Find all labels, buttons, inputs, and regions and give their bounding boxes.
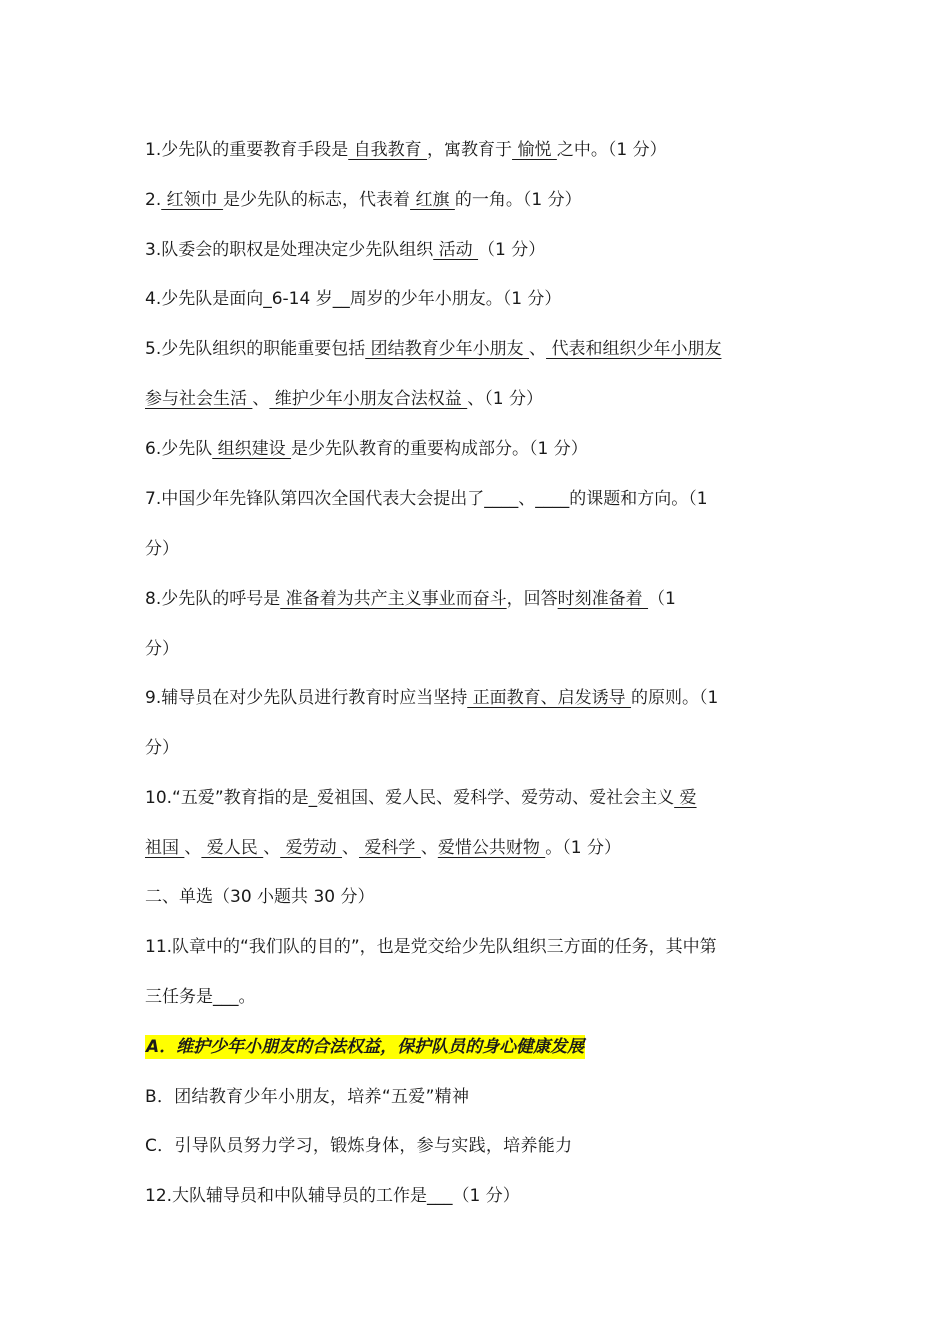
question-7-cont: 分） [145, 539, 179, 559]
question-10: 10.“五爱”教育指的是_爱祖国、爱人民、爱科学、爱劳动、爱社会主义 爱 [145, 788, 697, 808]
section-heading: 二、单选（30 小题共 30 分） [145, 887, 375, 907]
question-7: 7.中国少年先锋队第四次全国代表大会提出了____、____的课题和方向。（1 [145, 489, 708, 509]
answer-blank: 爱人民 [201, 838, 264, 858]
question-8-cont: 分） [145, 639, 179, 659]
answer-blank: 红旗 [410, 190, 455, 210]
question-5-cont: 参与社会生活 、 维护少年小朋友合法权益 、（1 分） [145, 389, 543, 409]
option-a-correct [145, 1035, 815, 1059]
answer-blank: 活动 [433, 240, 479, 260]
answer-blank: 准备着为共产主义事业而奋斗 [280, 589, 507, 609]
option-c: C．引导队员努力学习，锻炼身体，参与实践，培养能力 [145, 1136, 573, 1156]
question-12: 12.大队辅导员和中队辅导员的工作是___（1 分） [145, 1186, 520, 1206]
highlighted-answer: A．维护少年小朋友的合法权益，保护队员的身心健康发展 [146, 1037, 585, 1057]
question-11-cont: 三任务是___。 [145, 987, 256, 1007]
question-9: 9.辅导员在对少先队员进行教育时应当坚持 正面教育、启发诱导 的原则。（1 [145, 688, 719, 708]
question-6: 6.少先队 组织建设 是少先队教育的重要构成部分。（1 分） [145, 439, 588, 459]
answer-blank: 时刻准备着 [557, 589, 649, 609]
question-5: 5.少先队组织的职能重要包括 团结教育少年小朋友 、 代表和组织少年小朋友 [145, 339, 722, 359]
answer-blank: 参与社会生活 [145, 389, 253, 409]
question-11: 11.队章中的“我们队的目的”，也是党交给少先队组织三方面的任务，其中第 [145, 937, 717, 957]
question-3: 3.队委会的职权是处理决定少先队组织 活动 （1 分） [145, 240, 546, 260]
question-2: 2. 红领巾 是少先队的标志，代表着 红旗 的一角。（1 分） [145, 190, 582, 210]
answer-blank: 爱劳动 [280, 838, 343, 858]
question-1: 1.少先队的重要教育手段是 自我教育 ，寓教育于 愉悦 之中。（1 分） [145, 140, 667, 160]
question-9-cont: 分） [145, 738, 179, 758]
answer-blank: 维护少年小朋友合法权益 [269, 389, 468, 409]
answer-blank: 组织建设 [212, 439, 292, 459]
question-8: 8.少先队的呼号是 准备着为共产主义事业而奋斗，回答时刻准备着 （1 [145, 589, 676, 609]
answer-blank: 爱 [674, 788, 697, 808]
option-b: B．团结教育少年小朋友，培养“五爱”精神 [145, 1087, 470, 1107]
answer-blank: 代表和组织少年小朋友 [546, 339, 722, 359]
answer-blank: 正面教育、启发诱导 [467, 688, 632, 708]
answer-blank: 愉悦 [512, 140, 557, 160]
answer-blank: 爱惜公共财物 [437, 838, 546, 858]
question-10-cont: 祖国 、 爱人民 、 爱劳动 、 爱科学 、爱惜公共财物 。（1 分） [145, 838, 621, 858]
answer-blank: 爱科学 [359, 838, 421, 858]
question-4: 4.少先队是面向_6-14 岁__周岁的少年小朋友。（1 分） [145, 289, 562, 309]
answer-blank: 红领巾 [161, 190, 224, 210]
answer-blank: 祖国 [145, 838, 185, 858]
answer-blank: 团结教育少年小朋友 [365, 339, 530, 359]
answer-blank: 自我教育 [348, 140, 428, 160]
